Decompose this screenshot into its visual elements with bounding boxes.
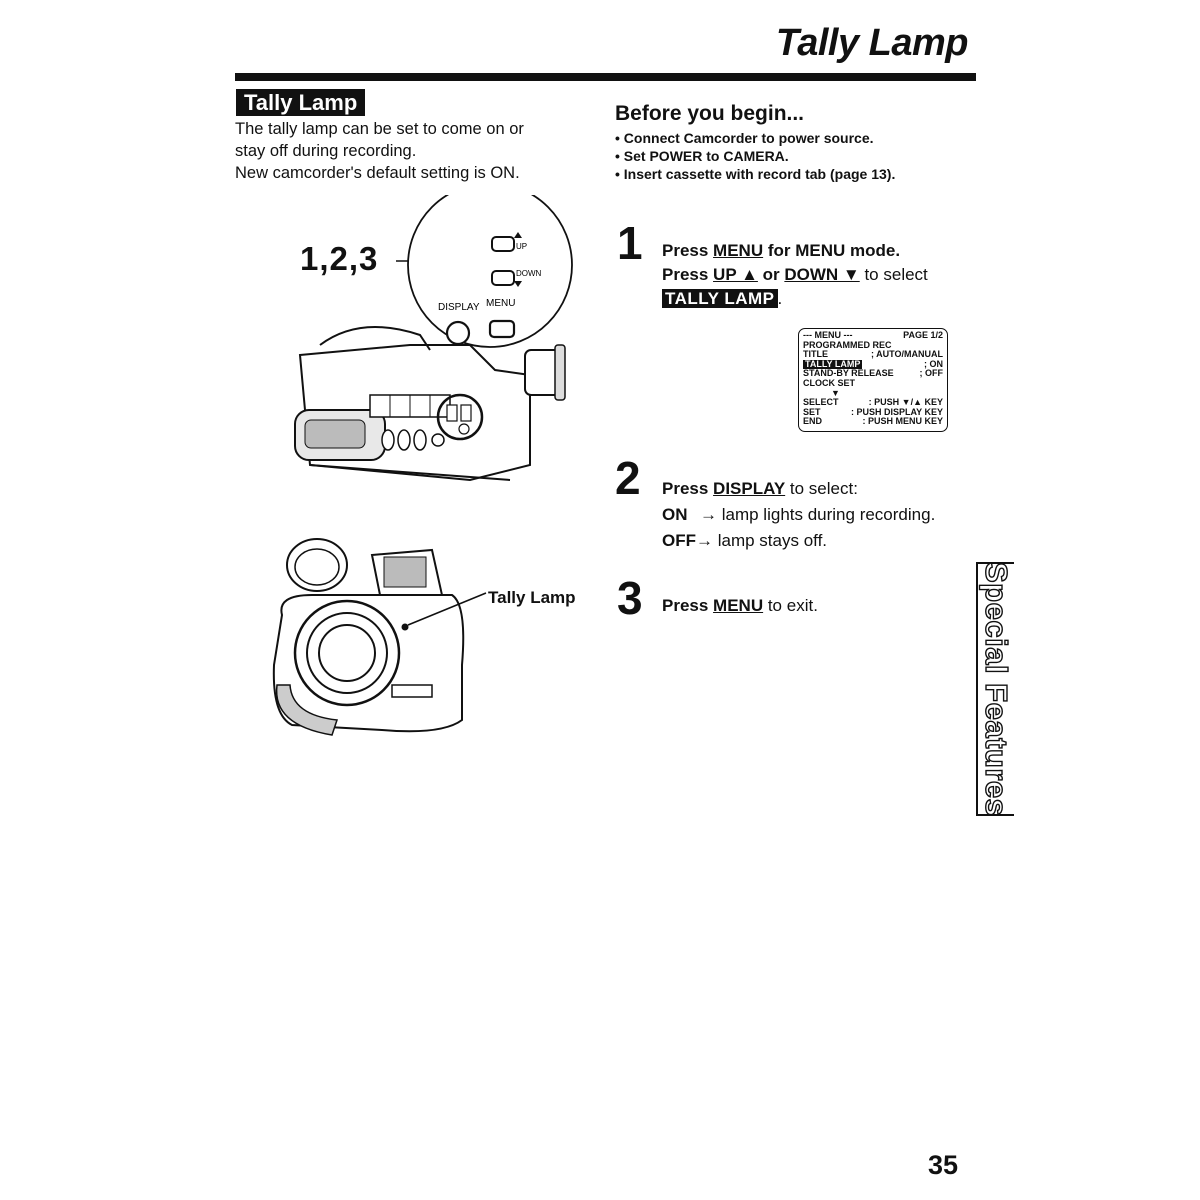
side-tab-label: Special Features [979, 561, 1014, 817]
intro-paragraph [235, 118, 595, 184]
menu-row: PROGRAMMED REC [803, 339, 892, 350]
step-3-text: Press MENU to exit. [662, 596, 818, 615]
step-2-number: 2 [615, 452, 641, 504]
down-key: DOWN ▼ [784, 265, 860, 284]
menu-row: STAND-BY RELEASE [803, 368, 894, 379]
menu-row: CLOCK SET [803, 377, 856, 388]
intro-line: stay off during recording. [235, 142, 417, 160]
menu-key: MENU [713, 241, 764, 260]
tally-lamp-highlight: TALLY LAMP [662, 289, 778, 308]
menu-screen: --- MENU --- PAGE 1/2 PROGRAMMED REC TITLE ; AUTO/MANUAL TALLY LAMP ; ON STAND-BY RELEASE ; OFF CLOCK SET ▼ SELECT : PUSH ▼/▲ KEY SET : PUSH DISPLAY KEY END : PUSH MENU KEY [798, 328, 948, 432]
page-number: 35 [928, 1150, 959, 1180]
camcorder-front-illustration [262, 535, 492, 760]
tally-lamp-callout: Tally Lamp [488, 588, 576, 607]
intro-line: New camcorder's default setting is ON. [235, 164, 520, 182]
intro-line: The tally lamp can be set to come on or [235, 120, 524, 138]
display-label: DISPLAY [438, 302, 480, 313]
menu-row: TITLE [803, 349, 828, 360]
menu-label: MENU [486, 298, 516, 309]
menu-key: MENU [713, 596, 764, 615]
down-label: DOWN [516, 269, 542, 278]
list-item: • Connect Camcorder to power source. [615, 129, 895, 147]
title-rule [235, 73, 976, 81]
menu-row-selected: TALLY LAMP [805, 358, 861, 369]
menu-arrow: ▼ [831, 387, 840, 398]
section-heading-tab: Tally Lamp [236, 89, 365, 116]
tally-lamp-icon [402, 624, 409, 631]
step-1-number: 1 [617, 217, 643, 269]
up-label: UP [516, 242, 528, 251]
display-key: DISPLAY [713, 479, 786, 498]
before-you-begin-list [615, 129, 895, 183]
page-title: Tally Lamp [775, 22, 968, 64]
step-2-text: Press DISPLAY to select: ON → lamp lights during recording. OFF→ lamp stays off. [662, 479, 936, 550]
list-item: • Set POWER to CAMERA. [615, 147, 895, 165]
before-you-begin-heading: Before you begin... [615, 102, 805, 125]
side-tab [976, 562, 1014, 816]
list-item: • Insert cassette with record tab (page 13). [615, 165, 895, 183]
step-1-text: Press MENU for MENU mode. Press UP ▲ or DOWN ▼ to select TALLY LAMP . [662, 241, 928, 308]
callout-steps: 1,2,3 [300, 240, 379, 277]
up-key: UP ▲ [713, 265, 758, 284]
step-3-number: 3 [617, 572, 643, 624]
